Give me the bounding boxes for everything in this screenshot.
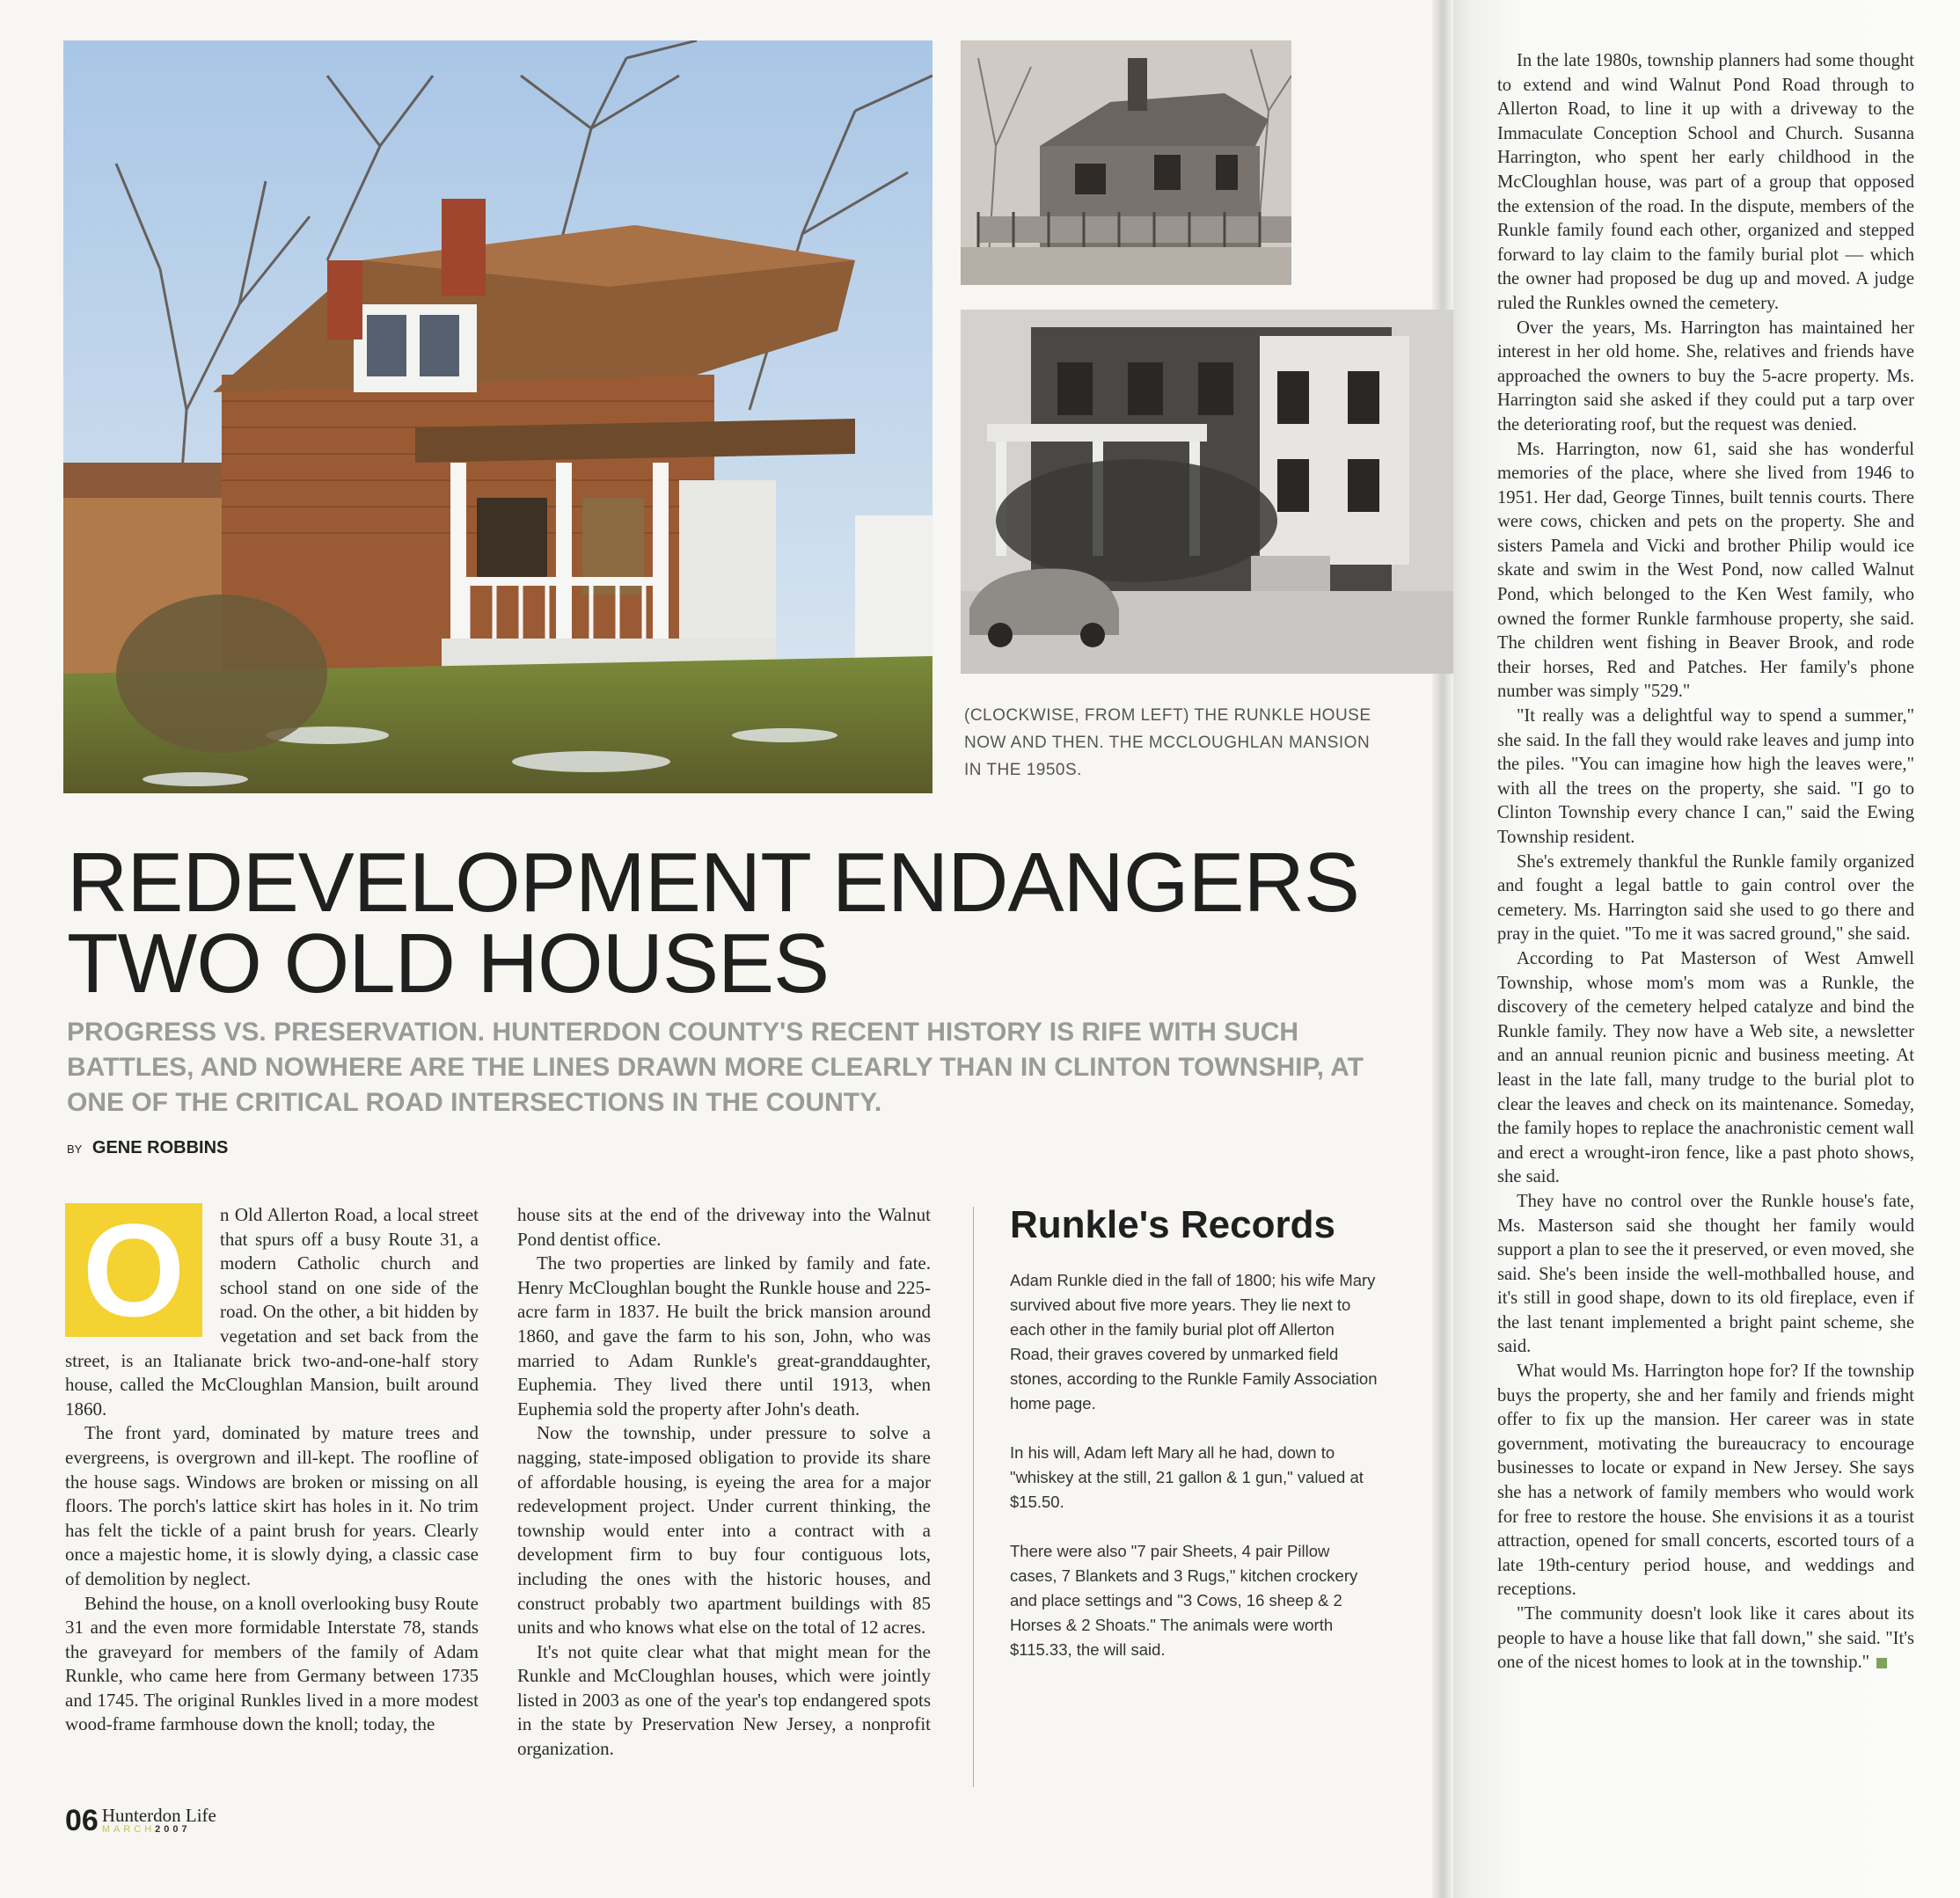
paragraph: Ms. Harrington, now 61, said she has wonderful memories of the place, where she lived from 1946 to 1951. Her dad, George Tinnes, built tennis courts. There were cows, chicken and pets on the property. She and sisters Pamela and Vicki and brother Philip would ice skate and swim in the West Pond, now called Walnut Pond, which belonged to the Ken West family, who owned the former Runkle farmhouse property, she said. The children went fishing in Beaver Brook, and rode their horses, Red and Patches. Her family's phone number was simply "529.": [1497, 439, 1914, 702]
paragraph: n Old Allerton Road, a local street that spurs off a busy Route 31, a modern Catholic church and school stand on one side of the road. On the other, a bit hidden by vegetation and set back from the street, is an Italianate brick two-and-one-half story house, called the McCloughlan Mansion, built around 1860.: [65, 1204, 479, 1420]
paragraph: Behind the house, on a knoll overlooking busy Route 31 and the even more formidable Interstate 78, stands the graveyard for members of the family of Adam Runkle, who came here from Germany between 1735 and 1745. The original Runkles lived in a more modest wood-frame farmhouse down the knoll; today, the: [65, 1592, 479, 1735]
publication-name: Hunterdon Life: [101, 1805, 216, 1826]
byline-author: GENE ROBBINS: [91, 1138, 229, 1157]
paragraph: "It really was a delightful way to spend a summer," she said. In the fall they would rake leaves and jump into the piles. "You can imagine how high the leaves were," with all the trees on the property, she said. "I go to Clinton Township every chance I can," said the Ewing Township resident.: [1497, 706, 1914, 847]
paragraph: house sits at the end of the driveway into the Walnut Pond dentist office.: [517, 1204, 931, 1250]
page-footer: [65, 1804, 216, 1837]
headline-line-2: TWO OLD HOUSES: [67, 916, 830, 1011]
page-gutter: [1432, 0, 1453, 1898]
issue-year: 2007: [155, 1824, 191, 1835]
paragraph-last-text: "The community doesn't look like it cares about its people to have a house like that fall down," she said. "It's one of the nicest homes to look at in the township.": [1497, 1604, 1914, 1673]
mccloughlan-mansion-photo: [961, 310, 1453, 674]
paragraph: She's extremely thankful the Runkle family organized and fought a legal battle to gain control over the cemetery. Ms. Harrington said she used to go there and pray in the quiet. "To me it was sacred ground," she said.: [1497, 851, 1914, 945]
paragraph: The front yard, dominated by mature trees and evergreens, is overgrown and ill-kept. The roofline of the house sags. Windows are broken or missing on all floors. The porch's lattice skirt has holes in it. No trim has felt the tickle of a paint brush for years. Clearly once a majestic home, it is slowly dying, a classic case of demolition by neglect.: [65, 1422, 479, 1589]
paragraph: According to Pat Masterson of West Amwell Township, whose mom's mom was a Runkle, the discovery of the cemetery helped catalyze and bind the Runkle family. They now have a Web site, a newsletter and an annual reunion picnic and business meeting. At least in the late fall, many trudge to the burial plot to clear the leaves and check on its maintenance. Someday, the family hopes to replace the anachronistic cement wall and erect a wrought-iron fence, like a past photo shows, she said.: [1497, 948, 1914, 1187]
sidebar-title: Runkle's Records: [1010, 1203, 1335, 1246]
page-number: 06: [65, 1804, 99, 1837]
runkle-house-historic-photo: [961, 40, 1291, 285]
paragraph: In the late 1980s, township planners had some thought to extend and wind Walnut Pond Road through to Allerton Road, to line it up with a driveway to the Immaculate Conception School and Church. Susanna Harrington, who spent her early childhood in the McCloughlan house, was part of a group that opposed the extension of the road. In the dispute, members of the Runkle family found each other, organized and stepped forward to lay claim to the family burial plot — which the owner had proposed be dug up and moved. A judge ruled the Runkles owned the cemetery.: [1497, 51, 1914, 313]
article-column-1: [65, 1196, 479, 1737]
paragraph-last: [1497, 1602, 1914, 1675]
sidebar-paragraph: In his will, Adam left Mary all he had, down to "whiskey at the still, 21 gallon & 1 gun," valued at $15.50.: [1010, 1443, 1364, 1511]
photo-caption: (CLOCKWISE, FROM LEFT) THE RUNKLE HOUSE NOW AND THEN. THE MCCLOUGHLAN MANSION IN THE 1950S.: [964, 706, 1371, 779]
article-column-2: [517, 1203, 931, 1762]
paragraph: The two properties are linked by family and fate. Henry McCloughlan bought the Runkle house and 225-acre farm in 1837. He built the brick mansion around 1860, and gave the farm to his son, John, who was married to Adam Runkle's great-granddaughter, Euphemia. They lived there until 1913, when Euphemia sold the property after John's death.: [517, 1252, 931, 1420]
article-column-3: [1497, 49, 1914, 1675]
paragraph: What would Ms. Harrington hope for? If the township buys the property, she and her family and friends might offer to fix up the mansion. Her career was in state government, motivating the bureaucracy to encourage businesses to locate or expand in New Jersey. She says she has a network of family members who would work for free to restore the house. She envisions it as a tourist attraction, opened for small concerts, escorted tours of a late 19th-century period house, and weddings and receptions.: [1497, 1361, 1914, 1600]
publication-mark: [102, 1807, 216, 1835]
article-dek: PROGRESS VS. PRESERVATION. HUNTERDON COUNTY'S RECENT HISTORY IS RIFE WITH SUCH BATTLES, AND NOWHERE ARE THE LINES DRAWN MORE CLEARLY THAN IN CLINTON TOWNSHIP, AT ONE OF THE CRITICAL ROAD INTERSECTIONS IN THE COUNTY.: [67, 1018, 1364, 1117]
issue-month: MARCH: [101, 1824, 156, 1835]
end-mark-icon: [1876, 1658, 1887, 1668]
sidebar-paragraph: Adam Runkle died in the fall of 1800; his wife Mary survived about five more years. They lie next to each other in the family burial plot off Allerton Road, their graves covered by unmarked field stones, according to the Runkle Family Association home page.: [1010, 1271, 1378, 1413]
sidebar-paragraph: There were also "7 pair Sheets, 4 pair Pillow cases, 7 Blankets and 3 Rugs," kitchen crockery and place settings and "3 Cows, 16 sheep & 2 Horses & 2 Shoats." The animals were worth $115.33, the will said.: [1010, 1542, 1358, 1659]
paragraph: It's not quite clear what that might mean for the Runkle and McCloughlan houses, which were jointly listed in 2003 as one of the year's top endangered spots in the state by Preservation New Jersey, a nonprofit organization.: [517, 1640, 931, 1760]
paragraph: They have no control over the Runkle house's fate, Ms. Masterson said she thought her family would support a plan to see the it preserved, or even moved, she said. She's been inside the well-mothballed house, and it's still in good shape, down to its old fireplace, even if the last tenant implemented a bright paint scheme, she said.: [1497, 1191, 1914, 1357]
byline-prefix: BY: [67, 1142, 83, 1156]
paragraph: Now the township, under pressure to solve a nagging, state-imposed obligation to provide its share of affordable housing, is eyeing the area for a major redevelopment project. Under current thinking, the township would enter into a contract with a development firm to buy four contiguous lots, including the ones with the historic houses, and construct probably two apartment buildings with 85 units and who knows what else on the total of 12 acres.: [517, 1422, 931, 1639]
byline: [67, 1138, 228, 1158]
column-divider: [973, 1207, 974, 1787]
drop-cap-letter: O: [82, 1196, 186, 1344]
drop-cap: [65, 1196, 202, 1344]
headline-line-1: REDEVELOPMENT ENDANGERS: [67, 836, 1359, 930]
paragraph: Over the years, Ms. Harrington has maintained her interest in her old home. She, relatives and friends have approached the owners to buy the 5-acre property. Ms. Harrington said she asked if they could put a tarp over the deteriorating roof, but the request was denied.: [1497, 318, 1914, 434]
runkle-house-photo: [63, 40, 932, 793]
sidebar-box: [1010, 1268, 1379, 1687]
article-headline: [67, 836, 1422, 1011]
